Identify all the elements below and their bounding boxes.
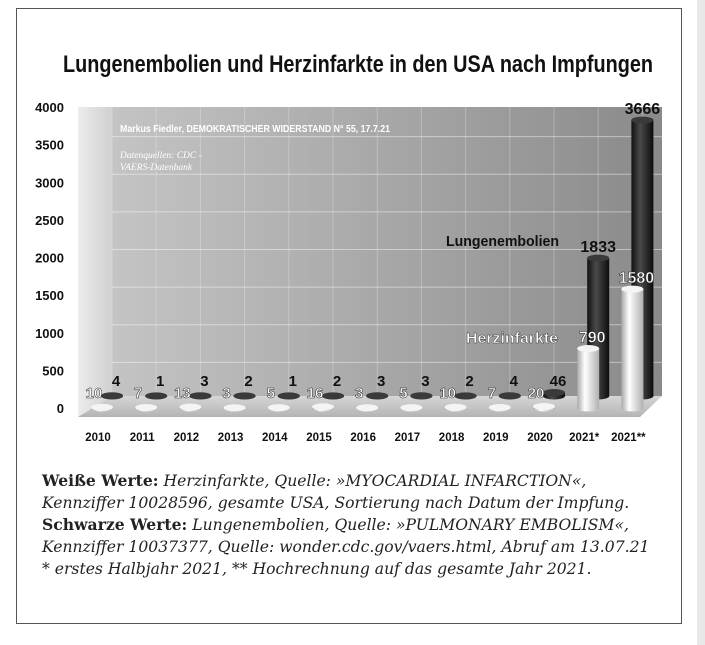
x-tick-label: 2017 bbox=[394, 432, 421, 444]
x-tick-label: 2013 bbox=[217, 432, 244, 444]
x-tick-label: 2014 bbox=[262, 432, 288, 444]
data-label-herzinfarkte: 5 bbox=[266, 385, 275, 402]
bar-herzinfarkte-body bbox=[577, 349, 599, 408]
data-label-herzinfarkte: 20 bbox=[527, 385, 545, 402]
y-tick-label: 500 bbox=[42, 363, 64, 379]
bar-herzinfarkte-cap bbox=[224, 404, 246, 411]
data-label-lungenembolien: 2 bbox=[465, 373, 474, 390]
x-tick-label: 2016 bbox=[350, 432, 376, 444]
credit-line: Markus Fiedler, DEMOKRATISCHER WIDERSTAND N° 55, 17.7.21 bbox=[120, 123, 391, 135]
data-label-lungenembolien: 4 bbox=[509, 373, 518, 390]
data-label-herzinfarkte: 10 bbox=[85, 385, 103, 402]
series-label-herzinfarkte: Herzinfarkte bbox=[466, 330, 558, 347]
x-tick-label: 2012 bbox=[173, 432, 200, 444]
x-axis bbox=[85, 432, 646, 444]
data-label-lungenembolien: 3 bbox=[421, 373, 430, 390]
bar-herzinfarkte-cap bbox=[400, 404, 422, 411]
bar-lungenembolien-cap bbox=[543, 389, 565, 396]
data-label-lungenembolien: 1833 bbox=[580, 239, 616, 257]
bar-herzinfarkte-cap bbox=[135, 404, 157, 411]
bar-herzinfarkte-cap bbox=[91, 404, 113, 411]
y-tick-label: 2000 bbox=[35, 250, 64, 266]
bar-lungenembolien-cap bbox=[455, 392, 477, 399]
y-axis bbox=[35, 100, 64, 416]
data-label-herzinfarkte: 10 bbox=[439, 385, 456, 402]
caption-line-4 bbox=[42, 536, 672, 558]
bar-herzinfarkte-cap bbox=[312, 403, 334, 410]
chart-title: Lungenembolien und Herzinfarkte in den USA nach Impfungen bbox=[63, 51, 653, 78]
bar-herzinfarkte-cap bbox=[533, 403, 555, 410]
bar-herzinfarkte-base bbox=[577, 405, 599, 412]
caption-line-5-text: * erstes Halbjahr 2021, ** Hochrechnung auf das gesamte Jahr 2021. bbox=[42, 560, 592, 578]
bar-herzinfarkte-body bbox=[621, 289, 643, 408]
caption-line-4-text: Kennziffer 10037377, Quelle: wonder.cdc.gov/vaers.html, Abruf am 13.07.21 bbox=[42, 538, 650, 556]
x-tick-label: 2019 bbox=[483, 432, 509, 444]
y-tick-label: 1500 bbox=[35, 288, 64, 304]
data-label-lungenembolien: 4 bbox=[111, 373, 121, 390]
figure-caption bbox=[42, 470, 672, 580]
x-tick-label: 2021** bbox=[611, 432, 646, 444]
source-line-1: Datenquellen: CDC - bbox=[120, 151, 202, 161]
caption-line-2-text: Kennziffer 10028596, gesamte USA, Sortierung nach Datum der Impfung. bbox=[42, 494, 630, 512]
caption-line-3-text: Lungenembolien, Quelle: »PULMONARY EMBOLISM«, bbox=[187, 516, 629, 534]
data-label-herzinfarkte: 16 bbox=[306, 385, 324, 402]
bar-herzinfarkte-cap bbox=[268, 404, 290, 411]
data-label-lungenembolien: 46 bbox=[549, 373, 567, 390]
bar-herzinfarkte-cap bbox=[445, 404, 467, 411]
bar-lungenembolien-cap bbox=[410, 392, 432, 399]
caption-white-values-label: Weiße Werte: bbox=[42, 471, 159, 490]
data-label-lungenembolien: 3666 bbox=[624, 101, 661, 119]
bar-lungenembolien-cap bbox=[322, 392, 344, 399]
data-label-herzinfarkte: 3 bbox=[222, 385, 231, 402]
y-tick-label: 1000 bbox=[35, 325, 64, 341]
bar-lungenembolien-cap bbox=[189, 392, 211, 399]
bar-lungenembolien-cap bbox=[499, 392, 521, 399]
source-line-2: VAERS-Datenbank bbox=[120, 163, 193, 173]
bar-lungenembolien-cap bbox=[366, 392, 388, 399]
x-tick-label: 2020 bbox=[527, 432, 553, 444]
left-wall bbox=[78, 107, 112, 417]
bar-herzinfarkte-base bbox=[621, 405, 643, 412]
data-label-herzinfarkte: 1580 bbox=[618, 270, 655, 288]
y-tick-label: 0 bbox=[56, 401, 64, 416]
caption-line-5 bbox=[42, 558, 672, 580]
x-tick-label: 2010 bbox=[85, 432, 111, 444]
bar-herzinfarkte-cap bbox=[356, 404, 378, 411]
data-label-herzinfarkte: 3 bbox=[355, 385, 364, 402]
y-tick-label: 4000 bbox=[35, 100, 64, 115]
caption-line-2 bbox=[42, 492, 672, 514]
data-label-herzinfarkte: 5 bbox=[399, 385, 408, 402]
bar-herzinfarkte-cap bbox=[489, 404, 511, 411]
series-label-lungenembolien: Lungenembolien bbox=[446, 233, 559, 250]
data-label-lungenembolien: 2 bbox=[244, 373, 253, 390]
x-tick-label: 2011 bbox=[129, 432, 155, 444]
data-label-herzinfarkte: 13 bbox=[174, 385, 191, 402]
data-label-herzinfarkte: 7 bbox=[487, 385, 496, 402]
bar-lungenembolien-cap bbox=[278, 392, 300, 399]
bar-lungenembolien-cap bbox=[101, 392, 123, 399]
x-tick-label: 2021* bbox=[569, 432, 600, 444]
y-tick-label: 3500 bbox=[35, 137, 64, 153]
caption-line-1 bbox=[42, 470, 672, 492]
data-label-lungenembolien: 3 bbox=[377, 373, 386, 390]
bar-herzinfarkte-cap bbox=[179, 404, 201, 411]
y-tick-label: 2500 bbox=[35, 212, 64, 228]
caption-line-3 bbox=[42, 514, 672, 536]
x-tick-label: 2015 bbox=[306, 432, 332, 444]
data-label-herzinfarkte: 790 bbox=[578, 329, 606, 347]
caption-line-1-text: Herzinfarkte, Quelle: »MYOCARDIAL INFARCTION«, bbox=[158, 472, 587, 490]
data-label-herzinfarkte: 7 bbox=[134, 385, 143, 402]
y-tick-label: 3000 bbox=[35, 175, 64, 191]
data-label-lungenembolien: 1 bbox=[288, 373, 297, 390]
bar-lungenembolien-cap bbox=[145, 392, 167, 399]
caption-black-values-label: Schwarze Werte: bbox=[42, 515, 188, 534]
data-label-lungenembolien: 1 bbox=[156, 373, 165, 390]
x-tick-label: 2018 bbox=[438, 432, 465, 444]
bar-lungenembolien-cap bbox=[234, 392, 256, 399]
data-label-lungenembolien: 3 bbox=[200, 373, 209, 390]
data-label-lungenembolien: 2 bbox=[332, 373, 342, 390]
